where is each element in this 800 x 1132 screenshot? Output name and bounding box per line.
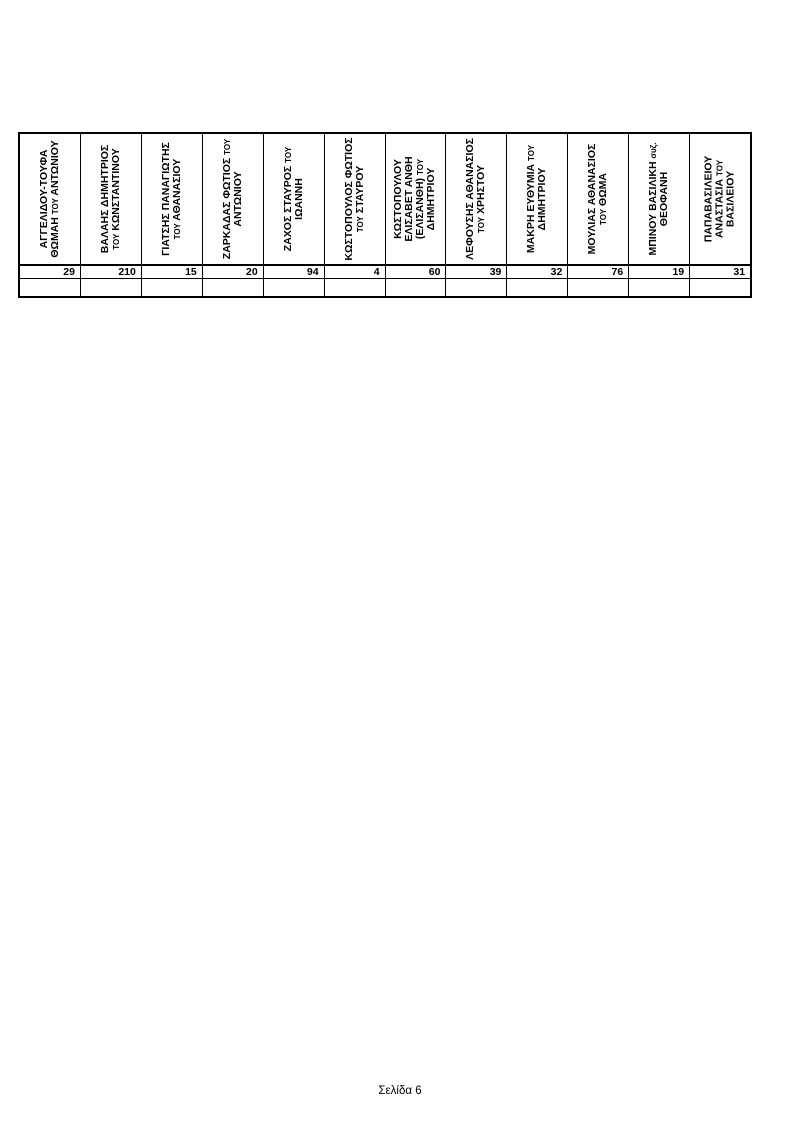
candidate-father: ΒΑΣΙΛΕΙΟΥ	[724, 170, 737, 228]
vote-count: 32	[507, 266, 567, 279]
candidate-column	[568, 134, 629, 296]
candidate-header	[568, 134, 628, 266]
candidate-header	[507, 134, 567, 266]
candidate-name: ΚΩΣΤΟΠΟΥΛΟΥ ΕΛΙΣΑΒΕΤ ΑΝΘΗ (ΕΛΙΣΑΝΘΗ)	[392, 156, 427, 242]
candidate-column	[264, 134, 325, 296]
candidate-header	[81, 134, 141, 266]
candidate-header	[264, 134, 324, 266]
vote-count: 94	[264, 266, 324, 279]
candidate-name: ΜΠΙΝΟΥ ΒΑΣΙΛΙΚΗ	[647, 161, 660, 256]
candidate-suffix: ΤΟΥ	[50, 198, 60, 215]
candidate-father: ΧΡΗΣΤΟΥ	[475, 165, 488, 214]
candidate-column	[142, 134, 203, 296]
candidate-header	[20, 134, 80, 266]
candidate-suffix: ΤΟΥ	[222, 138, 232, 155]
candidate-father: ΣΤΑΥΡΟΥ	[353, 165, 366, 214]
candidate-name: ΠΑΠΑΒΑΣΙΛΕΙΟΥ ΑΝΑΣΤΑΣΙΑ	[702, 155, 726, 243]
candidate-suffix: ΤΟΥ	[527, 144, 537, 161]
candidate-father: ΘΩΜΑ	[597, 173, 610, 206]
vote-count: 20	[203, 266, 263, 279]
candidate-header	[325, 134, 385, 266]
candidate-column	[81, 134, 142, 296]
candidate-suffix: ΤΟΥ	[283, 146, 293, 163]
candidate-suffix: ΤΟΥ	[111, 233, 121, 250]
candidate-header	[386, 134, 446, 266]
candidate-column	[446, 134, 507, 296]
candidate-name: ΖΑΧΟΣ ΣΤΑΥΡΟΣ	[281, 165, 294, 252]
candidate-father: ΙΩΑΝΝΗ	[292, 178, 305, 220]
candidate-header	[446, 134, 506, 266]
candidate-father: ΑΘΑΝΑΣΙΟΥ	[170, 158, 183, 221]
candidate-header	[142, 134, 202, 266]
candidate-father: ΑΝΤΩΝΙΟΥ	[231, 171, 244, 227]
candidate-header	[203, 134, 263, 266]
vote-count: 39	[446, 266, 506, 279]
vote-count: 210	[81, 266, 141, 279]
results-table	[18, 132, 752, 298]
candidate-header	[690, 134, 750, 266]
candidate-column	[690, 134, 750, 296]
candidate-father: ΔΗΜΗΤΡΙΟΥ	[425, 167, 438, 231]
vote-count: 31	[690, 266, 750, 279]
candidate-suffix: ΤΟΥ	[715, 159, 725, 177]
candidate-name: ΚΩΣΤΟΠΟΥΛΟΣ ΦΩΤΙΟΣ	[342, 137, 355, 261]
candidate-suffix: ΤΟΥ	[599, 208, 609, 225]
page-number: Σελίδα 6	[378, 1085, 422, 1097]
candidate-name: ΓΙΑΤΣΗΣ ΠΑΝΑΓΙΩΤΗΣ	[159, 142, 172, 256]
vote-count: 76	[568, 266, 628, 279]
candidate-name: ΒΑΛΑΗΣ ΔΗΜΗΤΡΙΟΣ	[98, 144, 111, 254]
candidate-father: ΘΕΟΦΑΝΗ	[658, 171, 671, 227]
candidate-name: ΛΕΦΟΥΣΗΣ ΑΘΑΝΑΣΙΟΣ	[464, 138, 477, 260]
vote-count: 29	[20, 266, 80, 279]
candidate-column	[325, 134, 386, 296]
candidate-name: ΑΓΓΕΛΙΔΟΥ-ΤΟΥΦΑ ΘΩΜΑΗ	[37, 149, 61, 258]
candidate-header	[629, 134, 689, 266]
candidate-suffix: συζ.	[649, 142, 659, 159]
vote-count: 19	[629, 266, 689, 279]
candidate-father: ΑΝΤΩΝΙΟΥ	[48, 140, 61, 196]
candidate-column	[629, 134, 690, 296]
candidate-column	[386, 134, 447, 296]
candidate-suffix: ΤΟΥ	[172, 223, 182, 240]
candidate-suffix: ΤΟΥ	[416, 158, 426, 176]
candidate-father: ΚΩΝΣΤΑΝΤΙΝΟΥ	[109, 148, 122, 231]
candidate-column	[507, 134, 568, 296]
vote-count: 60	[386, 266, 446, 279]
candidate-name: ΜΑΚΡΗ ΕΥΘΥΜΙΑ	[525, 163, 538, 254]
candidate-suffix: ΤΟΥ	[355, 216, 365, 233]
candidate-name: ΖΑΡΚΑΔΑΣ ΦΩΤΙΟΣ	[220, 157, 233, 260]
candidate-column	[20, 134, 81, 296]
vote-count: 4	[325, 266, 385, 279]
vote-count: 15	[142, 266, 202, 279]
candidate-name: ΜΟΥΛΙΑΣ ΑΘΑΝΑΣΙΟΣ	[586, 143, 599, 255]
candidate-column	[203, 134, 264, 296]
candidate-suffix: ΤΟΥ	[477, 216, 487, 233]
candidate-father: ΔΗΜΗΤΡΙΟΥ	[536, 167, 549, 231]
